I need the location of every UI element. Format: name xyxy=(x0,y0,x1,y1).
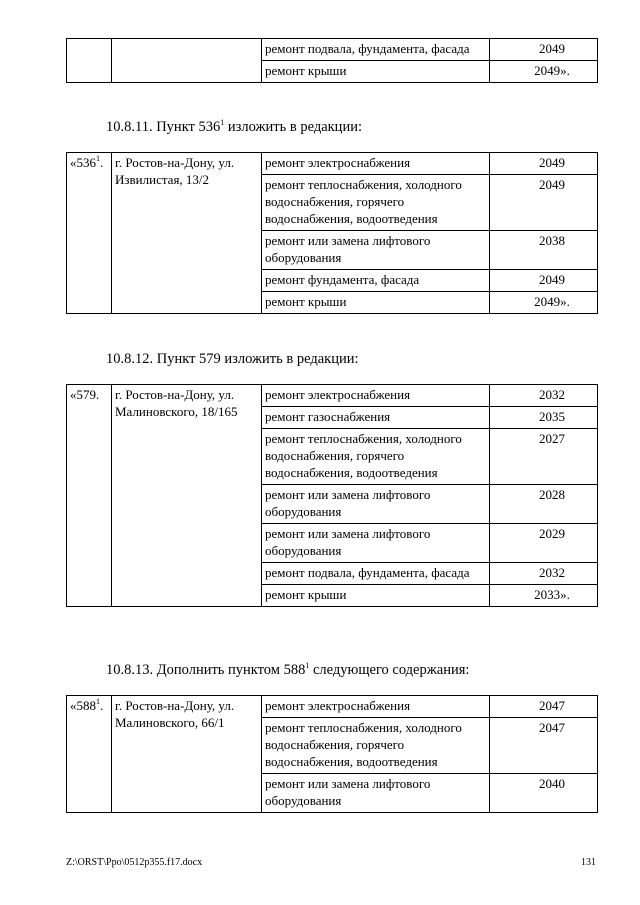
work-year: 2032 xyxy=(490,563,598,585)
work-year: 2029 xyxy=(490,524,598,563)
work-type: ремонт крыши xyxy=(262,61,490,83)
work-type: ремонт или замена лифтового оборудования xyxy=(262,524,490,563)
work-year: 2047 xyxy=(490,718,598,774)
work-year: 2032 xyxy=(490,385,598,407)
work-year: 2047 xyxy=(490,696,598,718)
work-year: 2035 xyxy=(490,407,598,429)
work-year: 2028 xyxy=(490,485,598,524)
table-row xyxy=(67,385,598,407)
item-address: г. Ростов-на-Дону, ул. Малиновского, 18/165 xyxy=(112,385,262,607)
paragraph-10-8-11: 10.8.11. Пункт $536^1$ изложить в редакции: xyxy=(106,118,362,135)
paragraph-10-8-12: 10.8.12. Пункт 579 изложить в редакции: xyxy=(106,351,359,367)
work-type: ремонт теплоснабжения, холодного водоснабжения, горячего водоснабжения, водоотведения xyxy=(262,718,490,774)
work-type: ремонт или замена лифтового оборудования xyxy=(262,231,490,270)
table-item-536-1 xyxy=(66,152,598,314)
work-year: 2049». xyxy=(490,61,598,83)
work-year: 2033». xyxy=(490,585,598,607)
table-row xyxy=(67,153,598,175)
work-type: ремонт теплоснабжения, холодного водоснабжения, горячего водоснабжения, водоотведения xyxy=(262,429,490,485)
work-year: 2049 xyxy=(490,153,598,175)
item-address: г. Ростов-на-Дону, ул. Малиновского, 66/1 xyxy=(112,696,262,813)
work-type: ремонт крыши xyxy=(262,292,490,314)
work-type: ремонт или замена лифтового оборудования xyxy=(262,485,490,524)
table-row xyxy=(67,696,598,718)
table-item-579 xyxy=(66,384,598,607)
work-type: ремонт газоснабжения xyxy=(262,407,490,429)
item-address: г. Ростов-на-Дону, ул. Извилистая, 13/2 xyxy=(112,153,262,314)
table-item-588-1 xyxy=(66,695,598,813)
table-row xyxy=(67,39,598,61)
item-number: «579. xyxy=(67,385,112,607)
paragraph-10-8-13: 10.8.13. Дополнить пунктом $588^1$ следующего содержания: xyxy=(106,661,470,678)
footer-page-number: 131 xyxy=(581,857,596,868)
item-number: «$536^1$. xyxy=(67,153,112,314)
work-year: 2027 xyxy=(490,429,598,485)
work-year: 2049 xyxy=(490,39,598,61)
footer-file-path: Z:\ORST\Ppo\0512p355.f17.docx xyxy=(66,857,203,868)
work-year: 2049 xyxy=(490,270,598,292)
item-address xyxy=(112,39,262,83)
item-number xyxy=(67,39,112,83)
work-type: ремонт подвала, фундамента, фасада xyxy=(262,563,490,585)
work-type: ремонт подвала, фундамента, фасада xyxy=(262,39,490,61)
work-type: ремонт электроснабжения xyxy=(262,153,490,175)
work-type: ремонт фундамента, фасада xyxy=(262,270,490,292)
work-year: 2049». xyxy=(490,292,598,314)
work-type: ремонт или замена лифтового оборудования xyxy=(262,774,490,813)
item-number: «$588^1$. xyxy=(67,696,112,813)
work-year: 2049 xyxy=(490,175,598,231)
work-type: ремонт крыши xyxy=(262,585,490,607)
work-type: ремонт электроснабжения xyxy=(262,696,490,718)
work-year: 2038 xyxy=(490,231,598,270)
work-type: ремонт электроснабжения xyxy=(262,385,490,407)
work-type: ремонт теплоснабжения, холодного водоснабжения, горячего водоснабжения, водоотведения xyxy=(262,175,490,231)
work-year: 2040 xyxy=(490,774,598,813)
table-continuation xyxy=(66,38,598,83)
